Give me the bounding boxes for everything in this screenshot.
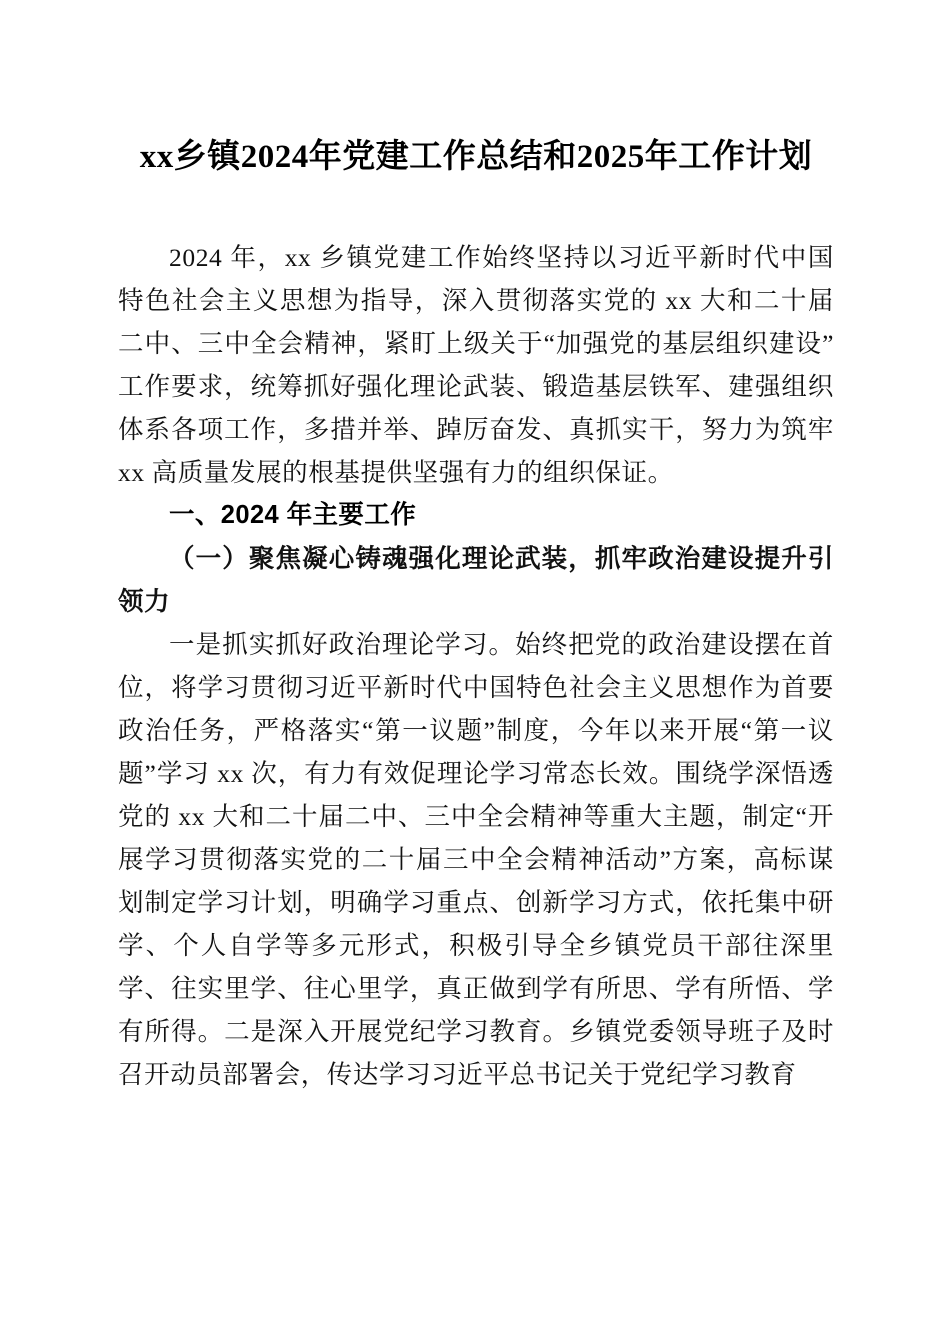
- body-paragraph-political-theory-study: 一是抓实抓好政治理论学习。始终把党的政治建设摆在首位，将学习贯彻习近平新时代中国特色社会主义思想作为首要政治任务，严格落实“第一议题”制度，今年以来开展“第一议题”学习 xx 次，有力有效促理论学习常态长效。围绕学深悟透党的 xx 大和二十届二中、三中全会精神等重大主题，制定“开展学习贯彻落实党的二十届三中全会精神活动”方案，高标谋划制定学习计划，明确学习重点、创新学习方式，依托集中研学、个人自学等多元形式，积极引导全乡镇党员干部往深里学、往实里学、往心里学，真正做到学有所思、学有所悟、学有所得。二是深入开展党纪学习教育。乡镇党委领导班子及时召开动员部署会，传达学习习近平总书记关于党纪学习教育: [118, 630, 834, 1089]
- section-heading-2024-main-work: 一、2024 年主要工作: [169, 501, 417, 529]
- title-body-spacer: [118, 183, 834, 236]
- subsection-heading-theory-armament: （一）聚焦凝心铸魂强化理论武装，抓牢政治建设提升引领力: [118, 544, 834, 616]
- document-content-column: [118, 0, 834, 1096]
- opening-paragraph: 2024 年，xx 乡镇党建工作始终坚持以习近平新时代中国特色社会主义思想为指导，深入贯彻落实党的 xx 大和二十届二中、三中全会精神，紧盯上级关于“加强党的基层组织建设”工作要求，统筹抓好强化理论武装、锻造基层铁军、建强组织体系各项工作，多措并举、踔厉奋发、真抓实干，努力为筑牢 xx 高质量发展的根基提供坚强有力的组织保证。: [118, 243, 834, 487]
- page-title: xx乡镇2024年党建工作总结和2025年工作计划: [139, 139, 813, 175]
